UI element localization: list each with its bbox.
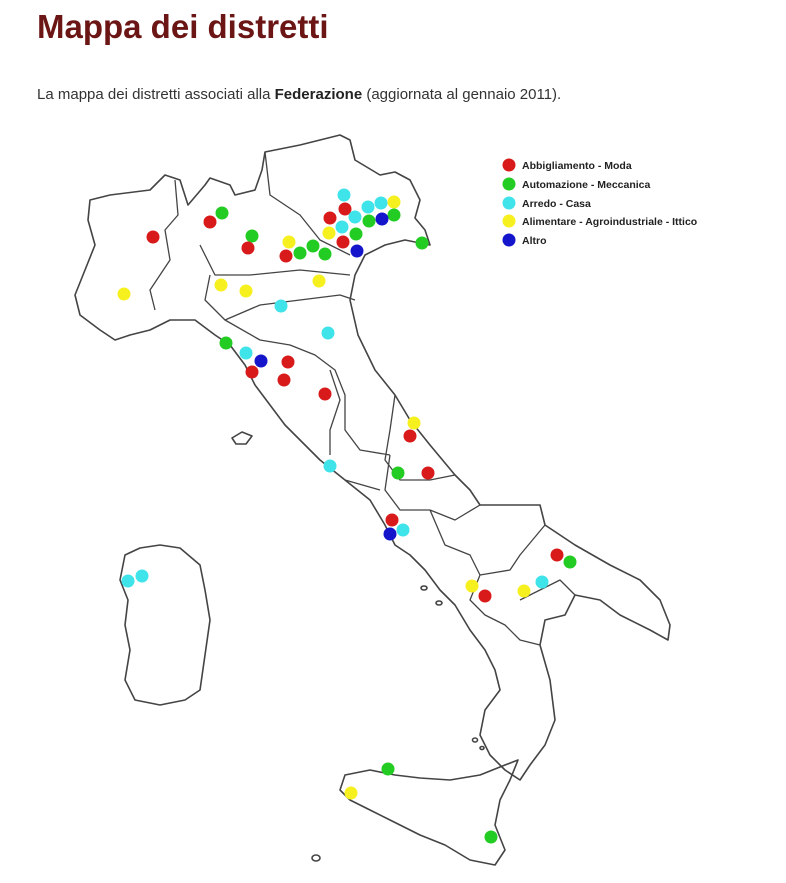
district-dot-altro[interactable]	[384, 528, 397, 541]
district-dot-arredo[interactable]	[275, 300, 288, 313]
district-dot-meccanica[interactable]	[220, 337, 233, 350]
legend-swatch-moda	[503, 159, 516, 172]
legend-swatch-arredo	[503, 197, 516, 210]
district-dot-arredo[interactable]	[338, 189, 351, 202]
district-dot-moda[interactable]	[242, 242, 255, 255]
district-dot-moda[interactable]	[404, 430, 417, 443]
district-dot-moda[interactable]	[282, 356, 295, 369]
district-dot-alimentare[interactable]	[240, 285, 253, 298]
federazione-bold: Federazione	[274, 86, 363, 103]
legend-label-arredo: Arredo - Casa	[522, 198, 591, 210]
page-title: Mappa dei distretti	[37, 8, 329, 45]
district-dot-arredo[interactable]	[336, 221, 349, 234]
district-dot-altro[interactable]	[351, 245, 364, 258]
district-dot-meccanica[interactable]	[564, 556, 577, 569]
district-dot-moda[interactable]	[324, 212, 337, 225]
district-dot-meccanica[interactable]	[246, 230, 259, 243]
legend-label-moda: Abbigliamento - Moda	[522, 160, 632, 172]
district-dot-meccanica[interactable]	[382, 763, 395, 776]
district-dot-alimentare[interactable]	[118, 288, 131, 301]
district-dot-alimentare[interactable]	[518, 585, 531, 598]
legend-swatch-alimentare	[503, 215, 516, 228]
legend-swatch-altro	[503, 234, 516, 247]
district-dot-moda[interactable]	[422, 467, 435, 480]
district-dot-meccanica[interactable]	[294, 247, 307, 260]
district-dot-meccanica[interactable]	[392, 467, 405, 480]
district-dot-arredo[interactable]	[349, 211, 362, 224]
district-dot-altro[interactable]	[255, 355, 268, 368]
legend-label-alimentare: Alimentare - Agroindustriale - Ittico	[522, 216, 698, 228]
district-dot-moda[interactable]	[204, 216, 217, 229]
district-dot-arredo[interactable]	[375, 197, 388, 210]
district-dot-altro[interactable]	[376, 213, 389, 226]
district-dot-moda[interactable]	[337, 236, 350, 249]
district-dot-meccanica[interactable]	[363, 215, 376, 228]
district-dot-moda[interactable]	[479, 590, 492, 603]
district-dot-moda[interactable]	[319, 388, 332, 401]
district-dot-arredo[interactable]	[362, 201, 375, 214]
district-dot-meccanica[interactable]	[388, 209, 401, 222]
district-dot-alimentare[interactable]	[388, 196, 401, 209]
district-dot-meccanica[interactable]	[216, 207, 229, 220]
intro-paragraph	[37, 86, 561, 103]
district-dot-alimentare[interactable]	[466, 580, 479, 593]
district-dot-arredo[interactable]	[136, 570, 149, 583]
district-dot-arredo[interactable]	[536, 576, 549, 589]
district-dot-moda[interactable]	[278, 374, 291, 387]
district-dot-alimentare[interactable]	[313, 275, 326, 288]
district-dot-moda[interactable]	[147, 231, 160, 244]
legend-swatch-meccanica	[503, 178, 516, 191]
district-dot-moda[interactable]	[280, 250, 293, 263]
district-dot-arredo[interactable]	[240, 347, 253, 360]
intro-text-after: (aggiornata al gennaio 2011).	[362, 86, 562, 103]
district-dot-meccanica[interactable]	[350, 228, 363, 241]
district-dot-arredo[interactable]	[122, 575, 135, 588]
district-dot-arredo[interactable]	[322, 327, 335, 340]
district-dot-moda[interactable]	[386, 514, 399, 527]
district-dot-alimentare[interactable]	[215, 279, 228, 292]
district-dot-alimentare[interactable]	[408, 417, 421, 430]
district-dot-moda[interactable]	[551, 549, 564, 562]
district-dot-meccanica[interactable]	[485, 831, 498, 844]
district-dot-arredo[interactable]	[397, 524, 410, 537]
district-dot-alimentare[interactable]	[345, 787, 358, 800]
intro-text-before: La mappa dei distretti associati alla	[37, 86, 275, 103]
district-dot-arredo[interactable]	[324, 460, 337, 473]
district-map	[40, 120, 746, 883]
district-dot-alimentare[interactable]	[323, 227, 336, 240]
district-dot-moda[interactable]	[246, 366, 259, 379]
district-dot-alimentare[interactable]	[283, 236, 296, 249]
district-dot-meccanica[interactable]	[319, 248, 332, 261]
legend-label-altro: Altro	[522, 235, 547, 247]
district-dot-meccanica[interactable]	[307, 240, 320, 253]
district-dot-meccanica[interactable]	[416, 237, 429, 250]
legend-label-meccanica: Automazione - Meccanica	[522, 179, 651, 191]
italy-map-svg	[40, 120, 746, 883]
